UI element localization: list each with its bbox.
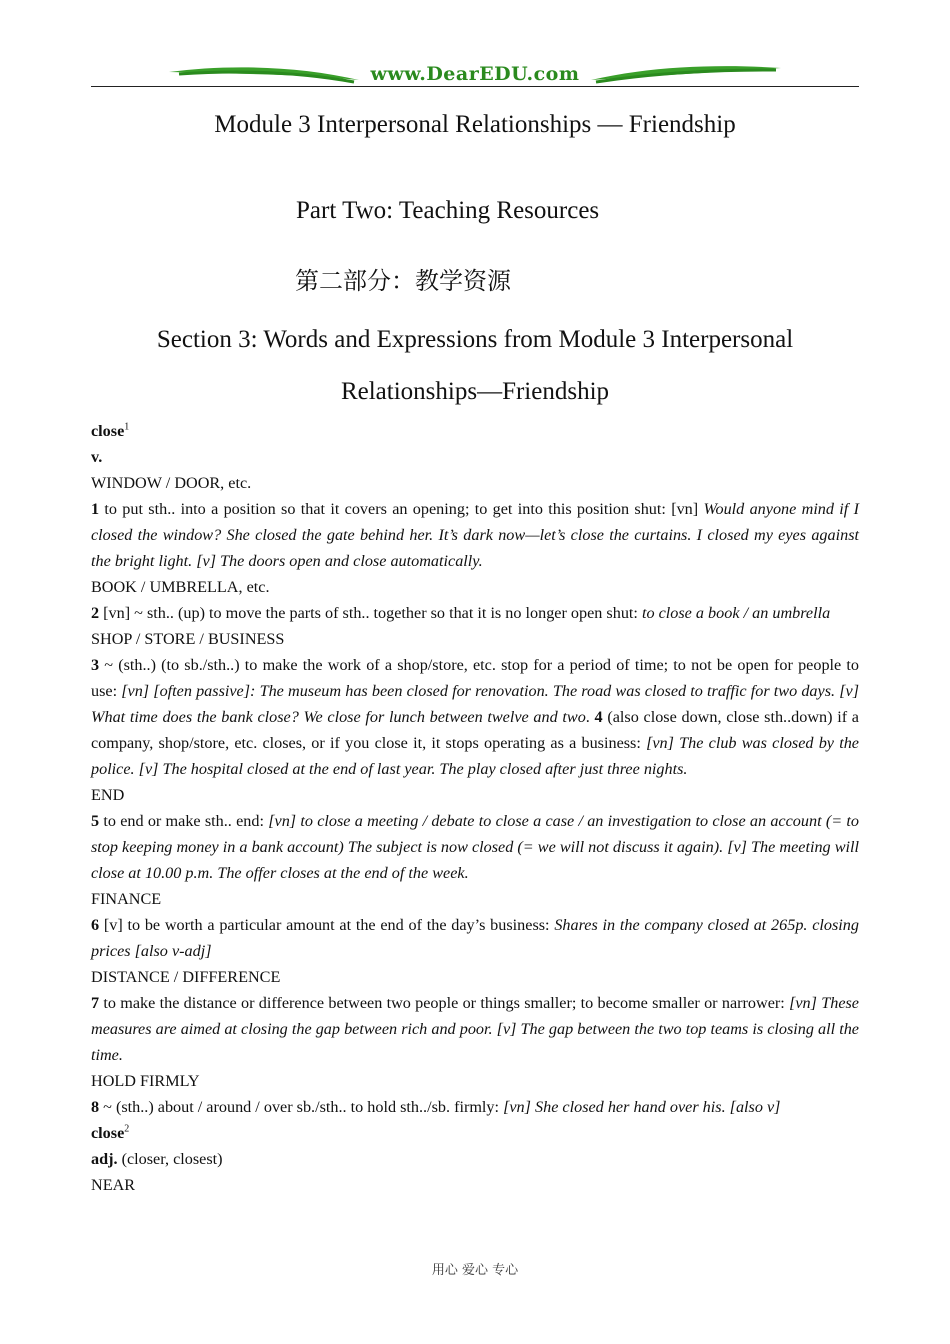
sense-8 xyxy=(91,1094,859,1120)
section-title-line1: Section 3: Words and Expressions from Module 3 Interpersonal xyxy=(156,326,794,353)
sense-5 xyxy=(91,808,859,886)
sense-definition: [v] to be worth a particular amount at the end of the day’s business: xyxy=(99,916,555,934)
part-title: Part Two: Teaching Resources xyxy=(296,197,600,224)
sense-heading: FINANCE xyxy=(91,890,162,908)
sense-definition: to make the distance or difference between two people or things smaller; to become smaller or narrower: xyxy=(99,994,790,1012)
sense-examples: [vn] to close a meeting / debate to close a case / an investigation to close an account (= to stop keeping money in a bank account) The subject is now closed (= we will not discuss it again). [v] The meeting will close at 10.00 p.m. The offer closes at the end of the week. xyxy=(91,812,859,882)
sense-heading: SHOP / STORE / BUSINESS xyxy=(91,630,285,648)
sense-number: 1 xyxy=(91,500,100,518)
sense-definition: to put sth.. into a position so that it covers an opening; to get into this position shut: [vn] xyxy=(99,500,704,518)
sense-examples: [vn] She closed her hand over his. [also v] xyxy=(503,1098,781,1116)
headword xyxy=(91,1120,859,1146)
left-swoosh-graphic xyxy=(169,62,359,86)
sense-number: 3 xyxy=(91,656,100,674)
pos-text: adj. xyxy=(91,1150,118,1168)
sense-number: 8 xyxy=(91,1098,100,1116)
page-header xyxy=(91,62,859,90)
sense-1 xyxy=(91,496,859,574)
sense-3-4 xyxy=(91,652,859,782)
sense-examples: [vn] [often passive]: The museum has been closed for renovation. The road was closed to traffic for two days. [v] What time does the bank close? We close for lunch between twelve and two xyxy=(91,682,859,726)
sense-2 xyxy=(91,600,859,626)
sense-separator: . xyxy=(585,708,595,726)
module-title: Module 3 Interpersonal Relationships — Friendship xyxy=(214,111,736,138)
part-of-speech xyxy=(91,444,859,470)
sense-heading: DISTANCE / DIFFERENCE xyxy=(91,968,281,986)
sense-number: 6 xyxy=(91,916,100,934)
headword-number: 1 xyxy=(124,421,130,433)
inflected-forms: (closer, closest) xyxy=(117,1150,223,1168)
header-rule xyxy=(91,86,859,87)
sense-heading: HOLD FIRMLY xyxy=(91,1072,200,1090)
dictionary-entries xyxy=(91,418,859,1198)
pos-text: v. xyxy=(91,448,103,466)
sense-heading: WINDOW / DOOR, etc. xyxy=(91,474,252,492)
sense-number: 4 xyxy=(594,708,603,726)
part-title-chinese: 第二部分：教学资源 xyxy=(295,267,511,295)
sense-heading: END xyxy=(91,786,125,804)
headword xyxy=(91,418,859,444)
sense-heading: NEAR xyxy=(91,1176,136,1194)
sense-6 xyxy=(91,912,859,964)
sense-definition: (also close down, close sth..down) if a company, shop/store, etc. closes, or if you close it, it stops operating as a business: xyxy=(91,708,859,752)
sense-heading: BOOK / UMBRELLA, etc. xyxy=(91,578,270,596)
part-of-speech xyxy=(91,1146,859,1172)
sense-number: 2 xyxy=(91,604,100,622)
sense-examples: Would anyone mind if I closed the window? She closed the gate behind her. It’s dark now—let’s close the curtains. I closed my eyes against the bright light. [v] The doors open and close automatically. xyxy=(91,500,860,570)
site-logo: www.DearEDU.com xyxy=(370,63,580,85)
sense-definition: [vn] ~ sth.. (up) to move the parts of sth.. together so that it is no longer open shut: xyxy=(99,604,642,622)
sense-examples: [vn] The club was closed by the police. [v] The hospital closed at the end of last year. The play closed after just three nights. xyxy=(91,734,859,778)
sense-examples: [vn] These measures are aimed at closing the gap between rich and poor. [v] The gap between the two top teams is closing all the time. xyxy=(91,994,859,1064)
sense-definition: ~ (sth..) about / around / over sb./sth.. to hold sth../sb. firmly: xyxy=(99,1098,504,1116)
headword-text: close xyxy=(91,1124,125,1142)
sense-examples: Shares in the company closed at 265p. closing prices [also v-adj] xyxy=(91,916,859,960)
sense-definition: ~ (sth..) (to sb./sth..) to make the work of a shop/store, etc. stop for a period of time; to not be open for people to use: xyxy=(91,656,859,700)
sense-number: 7 xyxy=(91,994,100,1012)
headword-text: close xyxy=(91,422,125,440)
sense-examples: to close a book / an umbrella xyxy=(641,604,831,622)
headword-number: 2 xyxy=(124,1123,130,1135)
page-footer: 用心 爱心 专心 xyxy=(431,1263,519,1278)
right-swoosh-graphic xyxy=(591,62,781,86)
sense-definition: to end or make sth.. end: xyxy=(99,812,269,830)
sense-number: 5 xyxy=(91,812,100,830)
sense-7 xyxy=(91,990,859,1068)
section-title-line2: Relationships—Friendship xyxy=(340,378,610,405)
